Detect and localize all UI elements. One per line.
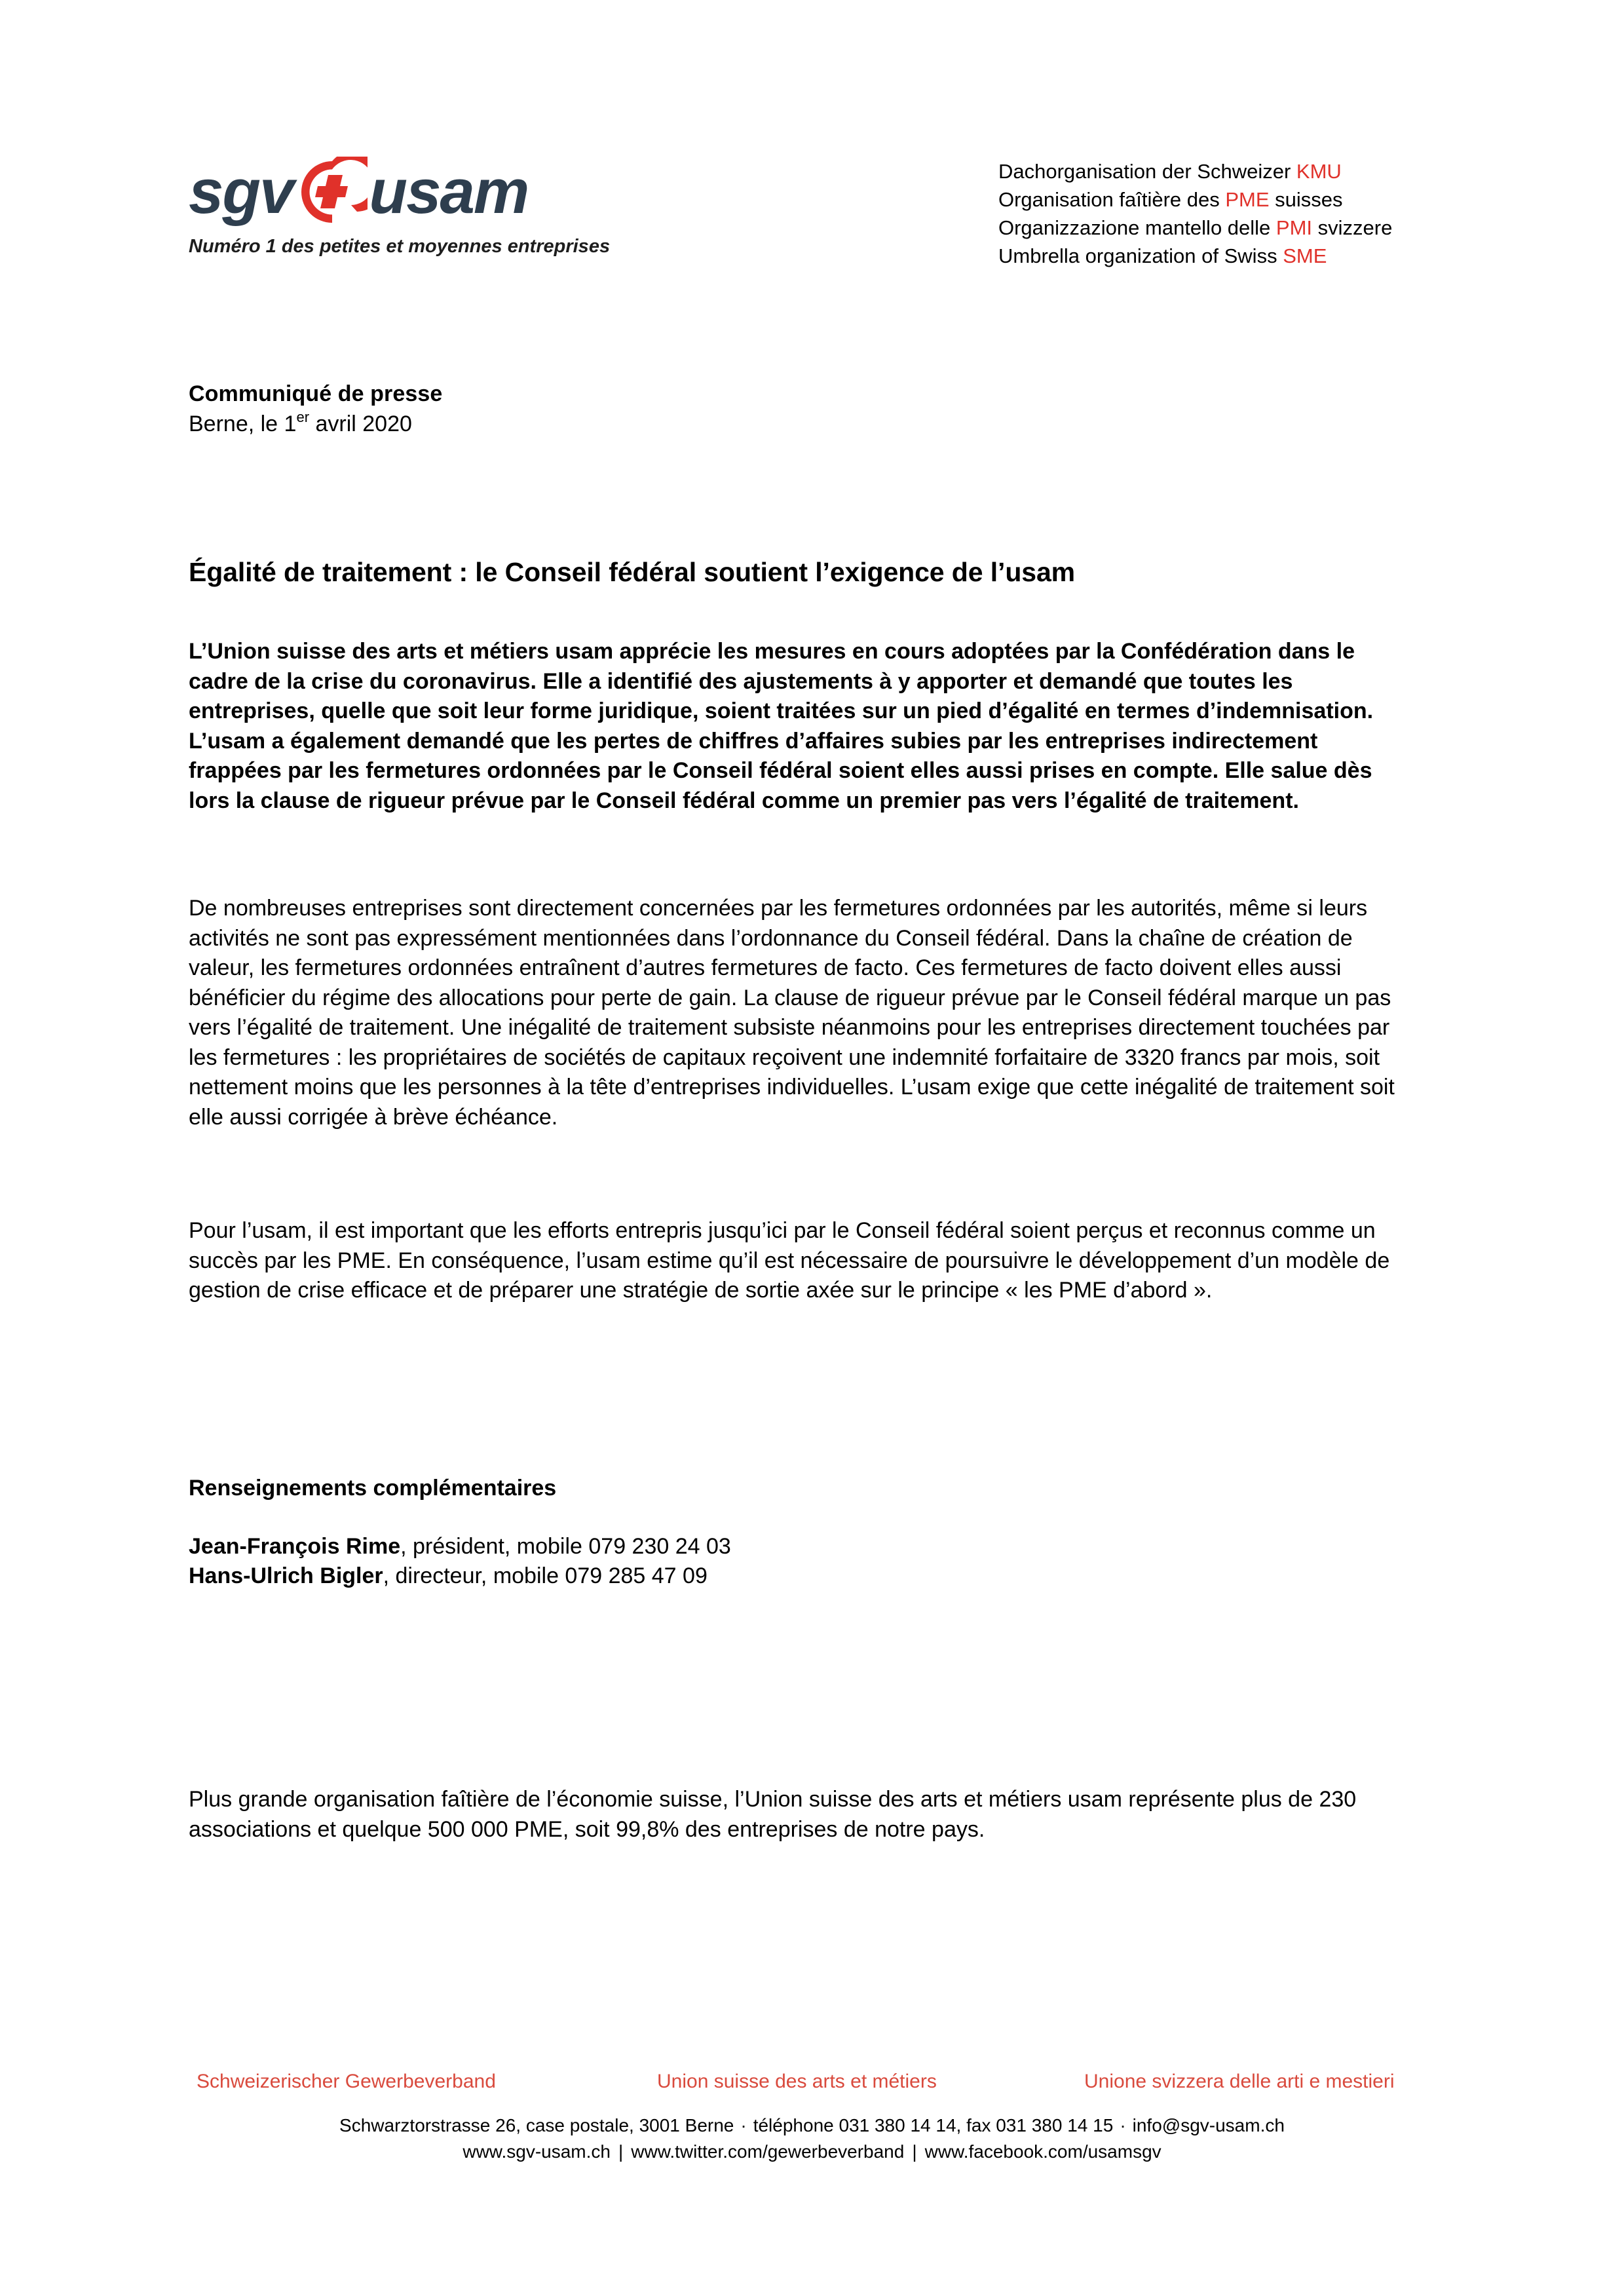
footer-website-link[interactable]: www.sgv-usam.ch [463,2141,611,2162]
footer-separator-pipe-2: | [912,2141,917,2162]
contact-person-president [189,1532,731,1561]
organization-boilerplate: Plus grande organisation faîtière de l’économie suisse, l’Union suisse des arts et métiers usam représente plus de 230 associations et quelque 500 000 PME, soit 99,8% des entreprises de notre pays. [189,1787,1357,1842]
dateline [189,409,1433,439]
org-subtitle-en [998,242,1392,270]
dateline-ordinal: er [296,409,310,425]
footer-email-link[interactable]: info@sgv-usam.ch [1132,2115,1285,2135]
page-footer [0,2071,1624,2165]
org-subtitle-it [998,214,1392,242]
contact-person-director-details: , directeur, mobile 079 285 47 09 [383,1563,708,1588]
body-paragraph-2: Pour l’usam, il est important que les efforts entrepris jusqu’ici par le Conseil fédéral soient perçus et reconnus comme un succès par les PME. En conséquence, l’usam estime qu’il est nécessaire de poursuivre le développement d’un modèle de gestion de crise efficace et de préparer une stratégie de sortie axée sur le principe « les PME d’abord ». [189,1218,1390,1303]
dateline-prefix: Berne, le 1 [189,411,297,436]
footer-contact-block [0,2113,1624,2165]
org-subtitle-it-suffix: svizzere [1312,216,1393,239]
logo-wordmark-usam: usam [369,157,529,227]
contact-person-director-name: Hans-Ulrich Bigler [189,1563,383,1588]
footer-phone-fax: téléphone 031 380 14 14, fax 031 380 14 15 [753,2115,1114,2135]
org-subtitle-de [998,157,1392,185]
footer-links-line [0,2139,1624,2165]
org-subtitle-it-prefix: Organizzazione mantello delle [998,216,1276,239]
contact-list [189,1532,731,1591]
footer-postal-address: Schwarztorstrasse 26, case postale, 3001 Berne [339,2115,734,2135]
logo-wordmark-sgv: sgv [189,157,293,227]
logo-row [189,156,610,228]
footer-separator-dot-2: · [1120,2115,1126,2135]
footer-separator-pipe-1: | [618,2141,624,2162]
org-subtitle-fr-prefix: Organisation faîtière des [998,188,1226,211]
contact-person-director [189,1561,731,1591]
contact-person-president-details: , président, mobile 079 230 24 03 [400,1534,731,1559]
org-subtitle-de-highlight: KMU [1296,160,1342,183]
footer-name-it: Unione svizzera delle arti e mestieri [1084,2071,1395,2092]
body-paragraph-1: De nombreuses entreprises sont directement concernées par les fermetures ordonnées par les autorités, même si leurs activités ne sont pas expressément mentionnées dans l’ordonnance du Conseil fédéral. Dans la chaîne de création de valeur, les fermetures ordonnées entraînent d’autres fermetures de facto. Ces fermetures de facto doivent elles aussi bénéficier du régime des allocations pour perte de gain. La clause de rigueur prévue par le Conseil fédéral marque un pas vers l’égalité de traitement. Une inégalité de traitement subsiste néanmoins pour les entreprises directement touchées par les fermetures : les propriétaires de sociétés de capitaux reçoivent une indemnité forfaitaire de 3320 francs par mois, soit nettement moins que les personnes à la tête d’entreprises individuelles. L’usam exige que cette inégalité de traitement soit elle aussi corrigée à brève échéance. [189,896,1395,1130]
org-subtitle-fr-highlight: PME [1225,188,1270,211]
org-subtitle-en-highlight: SME [1283,244,1327,267]
contact-person-president-name: Jean-François Rime [189,1534,401,1559]
page-header [0,0,1624,301]
org-subtitle-it-highlight: PMI [1275,216,1313,239]
lead-paragraph: L’Union suisse des arts et métiers usam apprécie les mesures en cours adoptées par la Confédération dans le cadre de la crise du coronavirus. Elle a identifié des ajustements à y apporter et demandé que toutes les entreprises, quelle que soit leur forme juridique, soient traitées sur un pied d’égalité en termes d’indemnisation. L’usam a également demandé que les pertes de chiffres d’affaires subies par les entreprises indirectement frappées par les fermetures ordonnées par le Conseil fédéral soient elles aussi prises en compte. Elle salue dès lors la clause de rigueur prévue par le Conseil fédéral comme un premier pas vers l’égalité de traitement. [189,639,1374,813]
footer-name-fr: Union suisse des arts et métiers [657,2071,937,2092]
footer-organization-names [0,2071,1624,2103]
usam-logo [189,156,610,258]
organization-subtitles [998,157,1392,270]
dateline-suffix: avril 2020 [309,411,412,436]
page-title: Égalité de traitement : le Conseil fédéral soutient l’exigence de l’usam [189,557,1076,588]
org-subtitle-fr [998,185,1392,214]
contact-heading: Renseignements complémentaires [189,1476,557,1501]
footer-name-de: Schweizerischer Gewerbeverband [197,2071,496,2092]
footer-address-line [0,2113,1624,2139]
footer-facebook-link[interactable]: www.facebook.com/usamsgv [924,2141,1161,2162]
org-subtitle-fr-suffix: suisses [1269,188,1343,211]
document-type-label: Communiqué de presse [189,381,443,406]
org-subtitle-en-prefix: Umbrella organization of Swiss [998,244,1283,267]
document-meta [189,379,1433,439]
usam-circle-cross-icon [297,157,368,227]
footer-twitter-link[interactable]: www.twitter.com/gewerbeverband [631,2141,905,2162]
footer-separator-dot-1: · [740,2115,747,2135]
org-subtitle-de-prefix: Dachorganisation der Schweizer [998,160,1296,183]
logo-tagline: Numéro 1 des petites et moyennes entreprises [189,236,611,257]
